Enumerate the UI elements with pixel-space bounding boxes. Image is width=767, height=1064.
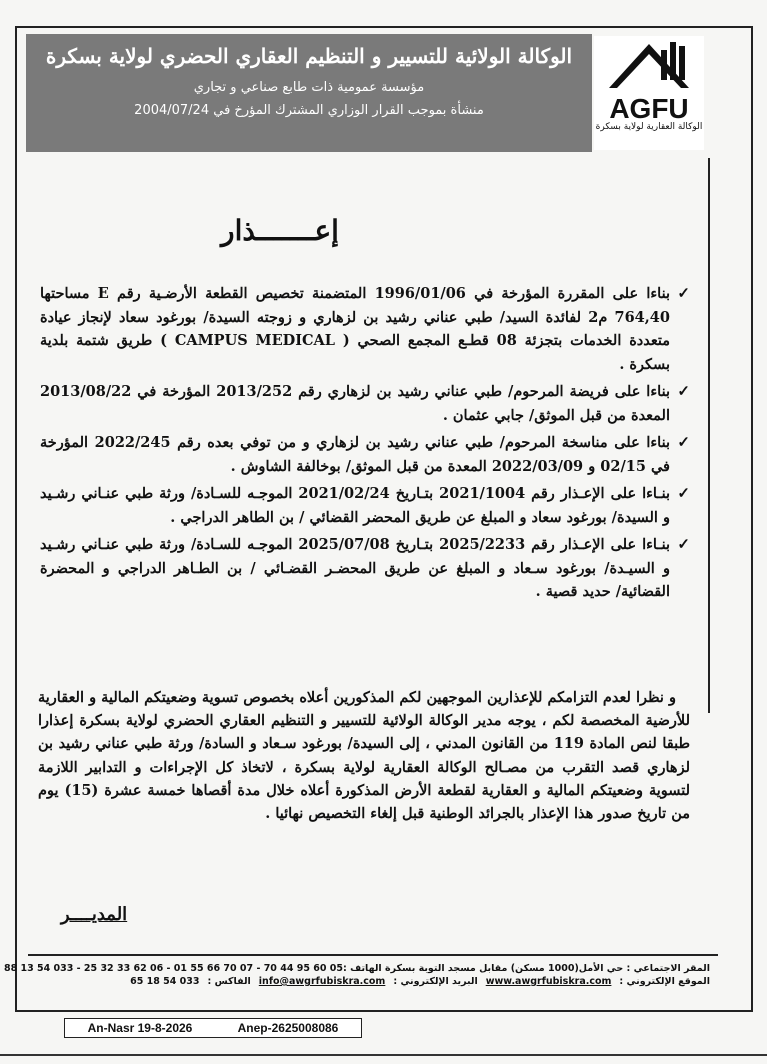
checkmark-icon: ✓ — [677, 284, 690, 302]
footer-fax: 65 18 54 033 — [130, 976, 200, 987]
logo-text: AGFU — [609, 93, 689, 124]
footer-website-label: الموقع الإلكتروني : — [619, 976, 710, 987]
checkmark-icon: ✓ — [677, 382, 690, 400]
checkmark-icon: ✓ — [677, 433, 690, 451]
bottom-divider — [0, 1054, 767, 1056]
footer-email-label: البريد الإلكتروني : — [393, 976, 478, 987]
point-text: بناءا على فريضة المرحوم/ طبي عناني رشيد بن لزهاري رقم 2013/252 المؤرخة في 2013/08/22 المعدة من قبل الموثق/ جابي عثمان . — [40, 383, 670, 424]
point-text: بنـاءا على الإعـذار رقم 2021/1004 بتـاريخ 2021/02/24 الموجـه للسـادة/ ورثة طبي عنـاني رشـيد و السيدة/ بورغود سعاد و المبلغ عن طريق المحضر القضائي / بن الطاهر الدراجي . — [40, 485, 671, 526]
signature-director: المديــــر — [60, 904, 128, 925]
body-paragraph: و نظرا لعدم التزامكم للإعذارين الموجهين لكم المذكورين أعلاه بخصوص تسوية وضعيتكم المالية و العقارية للأرضية المخصصة لكم ، يوجه مدير الوكالة الولائية للتسيير و التنظيم العقاري الحضري لولاية بسكرة إعذارا طبقا لنص المادة 119 من القانون المدني ، إلى السيدة/ بورغود سـعاد و السادة/ ورثة طبي عناني رشيد بن لزهاري قصد التقرب من مصـالح الوكالة العقارية لولاية بسكرة ، لاتخاذ كل الإجراءات و التدابير اللازمة لتسوية وضعيتكم المالية و العقارية لقطعة الأرض المذكورة أعلاه خلال مدة أقصاها خمسة عشرة (15) يوم من تاريخ صدور هذا الإعذار بالجرائد الوطنية قبل إلغاء التخصيص نهائيا . — [38, 689, 690, 823]
publication-box — [64, 1018, 362, 1038]
footer-phone-label: الهاتف : — [343, 963, 382, 974]
vertical-rule — [708, 158, 710, 713]
agency-status: مؤسسة عمومية ذات طابع صناعي و تجاري — [193, 80, 425, 95]
website-link[interactable]: www.awgrfubiskra.com — [485, 976, 612, 987]
footer-divider — [28, 954, 718, 956]
agency-name: الوكالة الولائية للتسيير و التنظيم العقاري الحضري لولاية بسكرة — [45, 44, 573, 68]
footer-address: المقر الاجتماعي : حي الأمل(1000 مسكن) مقابل مسجد التوبة بسكرة — [385, 963, 710, 974]
email-link[interactable]: info@awgrfubiskra.com — [258, 976, 386, 987]
agency-decree: منشأة بموجب القرار الوزاري المشترك المؤرخ في 2004/07/24 — [134, 103, 484, 118]
logo-caption: الوكالة العقارية لولاية بسكرة — [595, 122, 703, 132]
header-band — [26, 34, 592, 152]
agfu-logo — [594, 36, 704, 150]
notice-title: إعـــــــذار — [221, 214, 339, 247]
list-item — [40, 282, 690, 376]
newspaper-date: An-Nasr 19-8-2026 — [87, 1021, 193, 1035]
points-list — [40, 282, 690, 608]
list-item — [40, 482, 690, 529]
footer — [3, 962, 710, 988]
anep-reference: Anep-2625008086 — [237, 1021, 339, 1035]
point-text: بناءا على مناسخة المرحوم/ طبي عناني رشيد بن لزهاري و من توفي بعده رقم 2022/245 المؤرخة في 02/15 و 2022/03/09 المعدة من قبل الموثق/ بوخالفة الشاوش . — [40, 434, 671, 475]
point-text: بنـاءا على الإعـذار رقم 2025/2233 بتـاريخ 2025/07/08 الموجـه للسـادة/ ورثة طبي عنـاني رشـيد و السيـدة/ بورغود سـعاد و المبلغ عن طريق المحضـر القضـائي / بن الطـاهر الدراجي و المحضرة القضائية/ حديد قصية . — [40, 536, 671, 600]
list-item — [40, 533, 690, 604]
list-item — [40, 431, 690, 478]
checkmark-icon: ✓ — [677, 535, 690, 553]
point-text: بناءا على المقررة المؤرخة في 1996/01/06 المتضمنة تخصيص القطعة الأرضـية رقم E مساحتها 764,40 م2 لفائدة السيد/ طبي عناني رشيد بن لزهاري و زوجته السيدة/ بورغود سعاد لإنجاز عيادة متعددة الخدمات بتجزئة 08 قطـع المجمع الصحي ( CAMPUS MEDICAL ) طريق شتمة بلدية بسكرة . — [40, 285, 671, 373]
building-icon — [599, 36, 699, 124]
footer-fax-label: الفاكس : — [207, 976, 251, 987]
list-item — [40, 380, 690, 427]
checkmark-icon: ✓ — [677, 484, 690, 502]
footer-phones: 88 13 54 033 - 25 32 33 62 06 - 01 55 66 70 07 - 70 44 95 60 05 — [3, 963, 344, 974]
